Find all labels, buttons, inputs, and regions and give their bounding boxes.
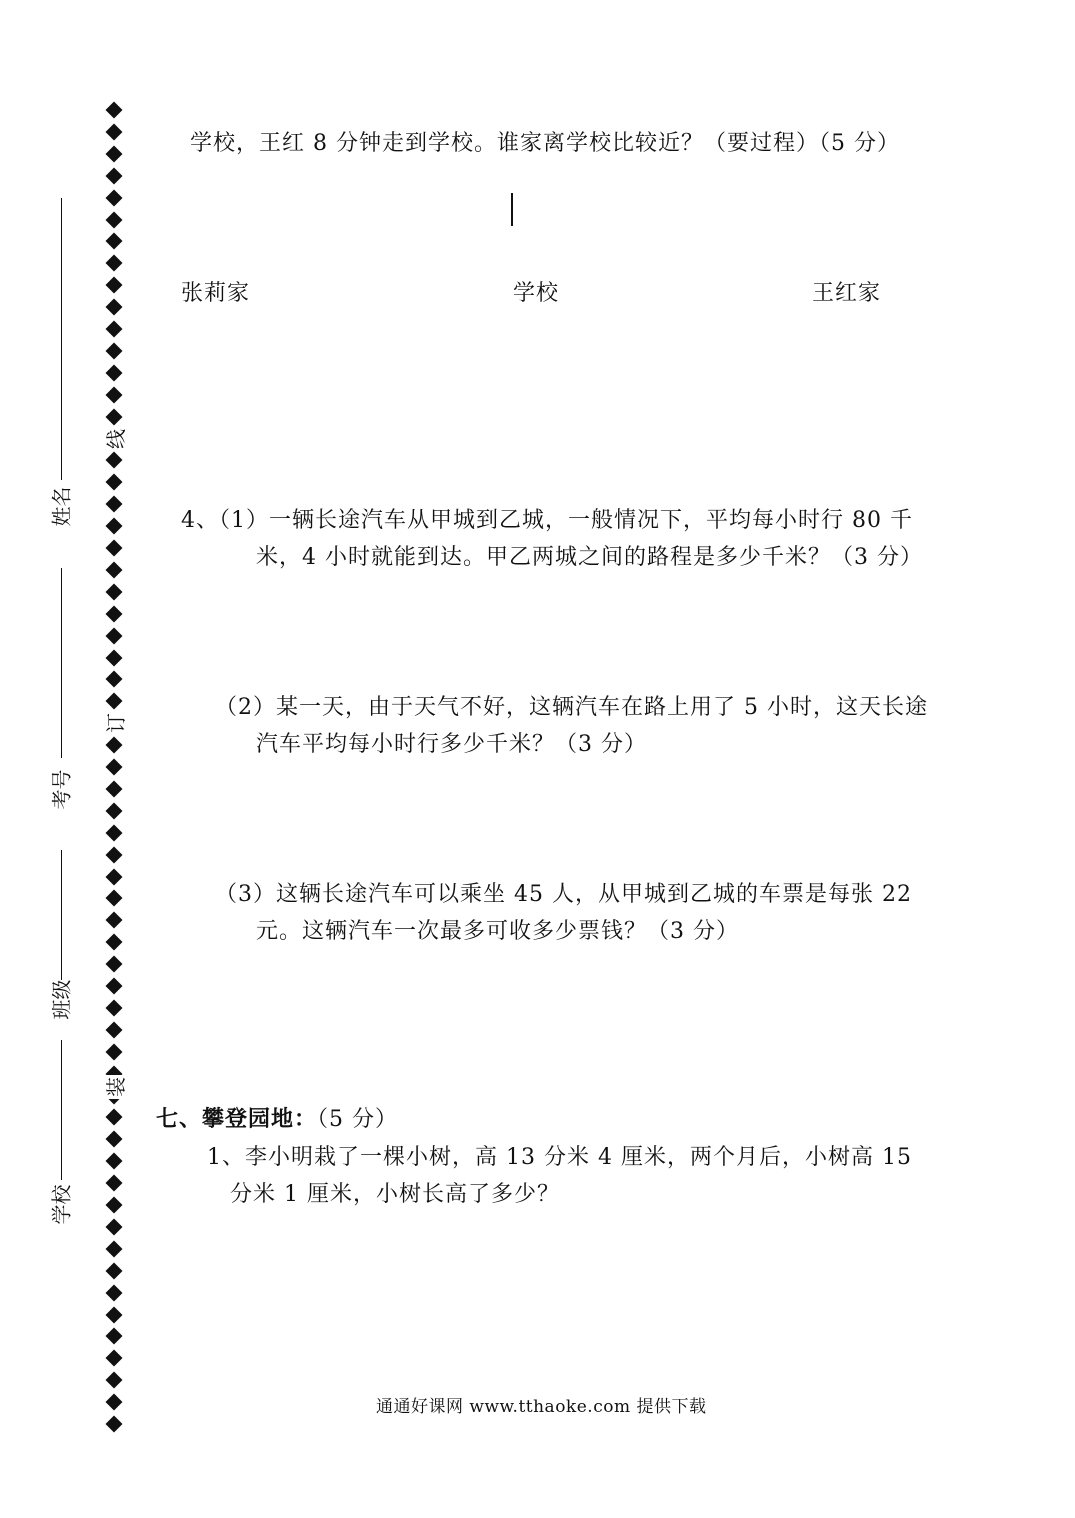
binding-diamond xyxy=(106,1306,123,1323)
binding-diamond xyxy=(106,540,123,557)
q4-part3-line1: （3）这辆长途汽车可以乘坐 45 人，从甲城到乙城的车票是每张 22 xyxy=(215,882,912,907)
binding-diamond xyxy=(106,1197,123,1214)
binding-diamond xyxy=(106,671,123,688)
binding-diamond xyxy=(106,605,123,622)
binding-diamond xyxy=(106,1109,123,1126)
binding-diamond xyxy=(106,780,123,797)
binding-diamond xyxy=(106,1043,123,1060)
section7-q1-line2: 分米 1 厘米，小树长高了多少？ xyxy=(230,1182,560,1207)
class-field-line xyxy=(61,850,62,980)
binding-diamond xyxy=(106,211,123,228)
q4-part1-line1: 4、（1）一辆长途汽车从甲城到乙城，一般情况下，平均每小时行 80 千 xyxy=(181,508,913,533)
binding-diamond xyxy=(106,1175,123,1192)
binding-diamond xyxy=(106,1372,123,1389)
binding-diamond xyxy=(106,452,123,469)
name-field-label: 姓名 xyxy=(49,486,74,527)
q4-part2-line1: （2）某一天，由于天气不好，这辆汽车在路上用了 5 小时，这天长途 xyxy=(215,695,928,720)
binding-diamond xyxy=(106,299,123,316)
school-position-marker xyxy=(511,193,513,226)
binding-diamond xyxy=(106,189,123,206)
binding-char-ding: 订 xyxy=(104,713,128,733)
binding-diamond xyxy=(106,1350,123,1367)
q4-part2-line2: 汽车平均每小时行多少千米？（3 分） xyxy=(256,732,647,757)
binding-diamond xyxy=(106,474,123,491)
q4-part1-line2: 米，4 小时就能到达。甲乙两城之间的路程是多少千米？（3 分） xyxy=(256,545,923,570)
place-wanghong-home: 王红家 xyxy=(812,281,882,306)
section7-title: 七、攀登园地： xyxy=(156,1106,318,1132)
binding-diamond xyxy=(106,759,123,776)
binding-diamond xyxy=(106,978,123,995)
binding-diamond xyxy=(106,408,123,425)
school-field-line xyxy=(61,1040,62,1180)
binding-diamond xyxy=(106,868,123,885)
binding-diamond xyxy=(106,102,123,119)
binding-diamond xyxy=(106,802,123,819)
binding-diamond xyxy=(106,737,123,754)
page-footer: 通通好课网 www.tthaoke.com 提供下载 xyxy=(376,1397,707,1417)
binding-diamond-column xyxy=(103,99,129,1429)
binding-diamond xyxy=(106,518,123,535)
section7-q1-line1: 1、李小明栽了一棵小树，高 13 分米 4 厘米，两个月后，小树高 15 xyxy=(207,1145,912,1170)
binding-diamond xyxy=(106,167,123,184)
binding-diamond xyxy=(106,846,123,863)
section7-score: （5 分） xyxy=(317,1107,399,1132)
binding-diamond xyxy=(106,1262,123,1279)
binding-diamond xyxy=(106,1153,123,1170)
exam-number-field-label: 考号 xyxy=(49,769,74,810)
school-field-label: 学校 xyxy=(49,1184,74,1225)
binding-diamond xyxy=(106,1131,123,1148)
binding-diamond xyxy=(106,1218,123,1235)
binding-diamond xyxy=(106,824,123,841)
place-zhangli-home: 张莉家 xyxy=(181,281,251,306)
binding-diamond xyxy=(106,649,123,666)
binding-diamond xyxy=(106,999,123,1016)
binding-char-zhuang: 装 xyxy=(104,1077,128,1097)
place-school: 学校 xyxy=(513,281,560,306)
binding-diamond xyxy=(106,627,123,644)
binding-diamond xyxy=(106,321,123,338)
binding-diamond xyxy=(106,255,123,272)
name-field-line xyxy=(61,198,62,480)
binding-diamond xyxy=(106,956,123,973)
binding-diamond xyxy=(106,912,123,929)
q4-part3-line2: 元。这辆汽车一次最多可收多少票钱？（3 分） xyxy=(256,919,739,944)
binding-diamond xyxy=(106,123,123,140)
binding-diamond xyxy=(106,277,123,294)
section7-heading xyxy=(156,1102,398,1133)
binding-diamond xyxy=(106,1328,123,1345)
binding-diamond xyxy=(106,1416,123,1433)
binding-diamond xyxy=(106,1284,123,1301)
binding-diamond xyxy=(106,561,123,578)
binding-char-xian: 线 xyxy=(104,429,128,449)
binding-diamond xyxy=(106,890,123,907)
binding-diamond xyxy=(106,934,123,951)
binding-diamond xyxy=(106,693,123,710)
binding-diamond xyxy=(106,1394,123,1411)
binding-diamond xyxy=(106,233,123,250)
class-field-label: 班级 xyxy=(49,979,74,1020)
binding-diamond xyxy=(106,145,123,162)
binding-diamond xyxy=(106,583,123,600)
binding-diamond xyxy=(106,386,123,403)
binding-diamond xyxy=(106,1240,123,1257)
binding-diamond xyxy=(106,364,123,381)
binding-diamond xyxy=(106,1021,123,1038)
binding-diamond xyxy=(106,342,123,359)
binding-diamond xyxy=(106,496,123,513)
q3-text-line: 学校，王红 8 分钟走到学校。谁家离学校比较近？（要过程）（5 分） xyxy=(190,131,900,156)
exam-number-field-line xyxy=(61,568,62,758)
